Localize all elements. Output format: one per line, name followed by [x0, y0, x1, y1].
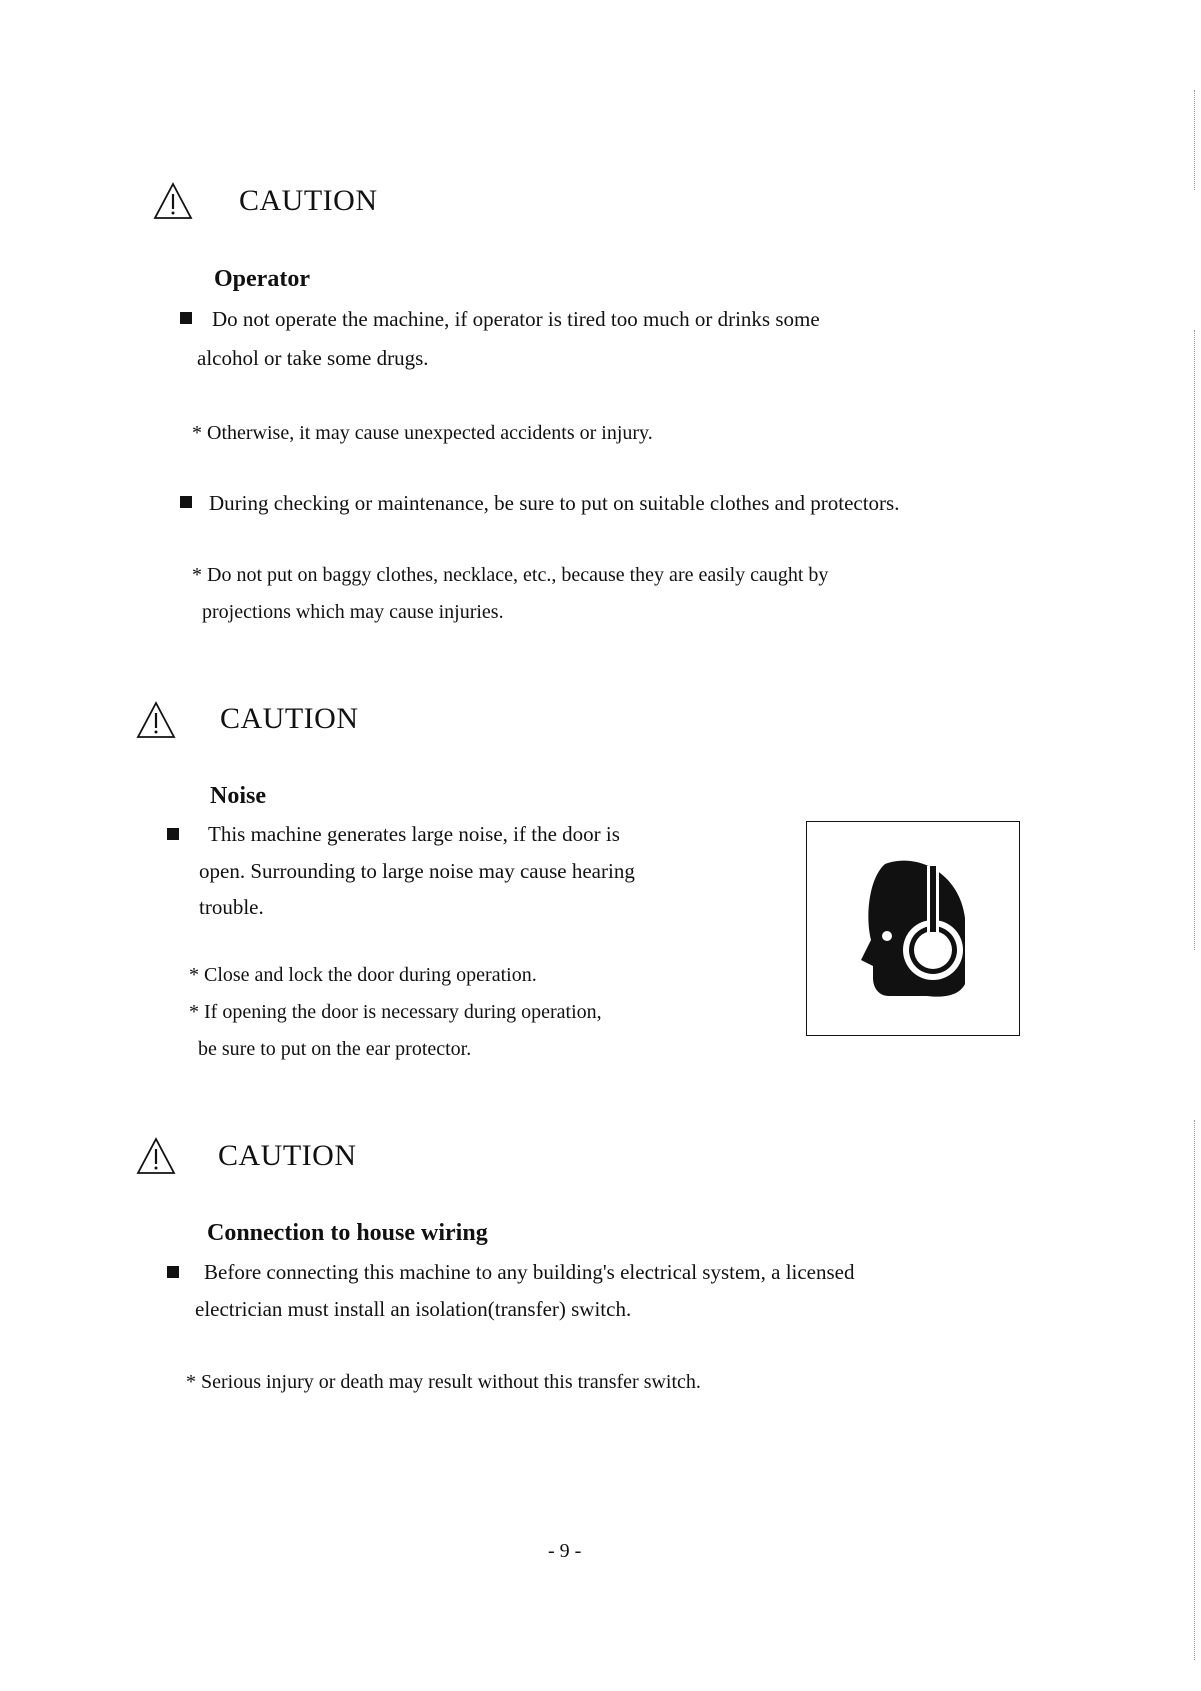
note-text-line: be sure to put on the ear protector. [198, 1038, 472, 1060]
note-text-line: * Serious injury or death may result without this transfer switch. [186, 1371, 701, 1393]
pictogram-frame [806, 821, 1020, 1036]
note-text-line: * Do not put on baggy clothes, necklace, etc., because they are easily caught by [192, 564, 829, 586]
caution-heading: CAUTION [218, 1139, 357, 1172]
bullet-text-line: electrician must install an isolation(transfer) switch. [195, 1297, 632, 1321]
bullet-square [167, 1266, 179, 1278]
caution-heading: CAUTION [220, 702, 359, 735]
note-text-line: * Otherwise, it may cause unexpected accidents or injury. [192, 422, 653, 444]
warning-triangle-icon [153, 182, 193, 220]
bullet-text-line: This machine generates large noise, if the door is [208, 822, 620, 846]
page-number: - 9 - [548, 1540, 582, 1562]
section-subheading: Operator [214, 266, 310, 292]
bullet-text-line: open. Surrounding to large noise may cause hearing [199, 859, 635, 883]
note-text-line: projections which may cause injuries. [202, 601, 504, 623]
bullet-text-line: During checking or maintenance, be sure to put on suitable clothes and protectors. [209, 491, 900, 515]
section-subheading: Connection to house wiring [207, 1220, 488, 1246]
bullet-text-line: alcohol or take some drugs. [197, 346, 429, 370]
scan-edge-mark [1194, 90, 1195, 190]
caution-heading: CAUTION [239, 184, 378, 217]
scan-edge-mark [1194, 1120, 1195, 1660]
scan-edge-mark [1194, 330, 1195, 950]
bullet-square [167, 828, 179, 840]
note-text-line: * If opening the door is necessary during operation, [189, 1001, 602, 1023]
note-text-line: * Close and lock the door during operation. [189, 964, 537, 986]
bullet-square [180, 312, 192, 324]
bullet-text-line: Before connecting this machine to any building's electrical system, a licensed [204, 1260, 855, 1284]
bullet-square [180, 496, 192, 508]
section-subheading: Noise [210, 783, 266, 809]
warning-triangle-icon [136, 701, 176, 739]
bullet-text-line: Do not operate the machine, if operator is tired too much or drinks some [212, 307, 820, 331]
warning-triangle-icon [136, 1137, 176, 1175]
bullet-text-line: trouble. [199, 895, 264, 919]
ear-protector-icon [847, 856, 977, 998]
